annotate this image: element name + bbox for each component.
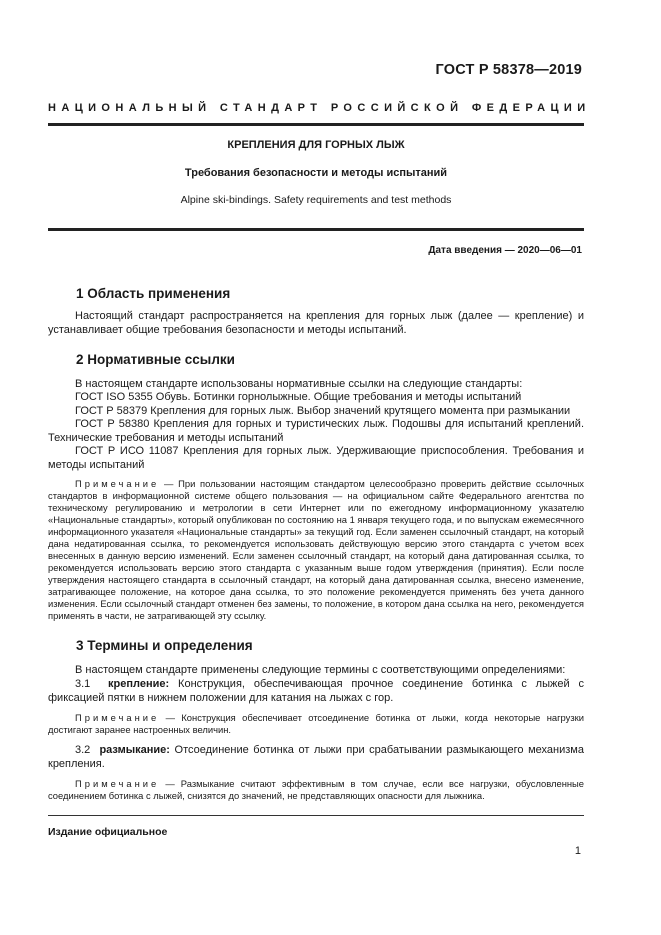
footer-divider [48,815,584,816]
reference-item [48,418,584,445]
scope-text: Настоящий стандарт распространяется на крепления для горных лыж (далее — крепление) и устанавливает общие требования безопасности и методы испытаний. [48,310,584,336]
term-note [48,712,584,736]
header-divider [48,123,584,126]
note-label: Примечание [75,712,160,723]
term-note [48,778,584,802]
title-divider [48,228,584,231]
note-label: Примечание [75,778,160,789]
terms-intro: В настоящем стандарте применены следующие термины с соответствующими определениями: [75,664,566,676]
section-heading-terms: 3 Термины и определения [76,638,253,653]
standard-title: КРЕПЛЕНИЯ ДЛЯ ГОРНЫХ ЛЫЖ [227,139,405,151]
term-number: 3.2 [75,744,91,756]
document-code: ГОСТ Р 58378—2019 [435,62,582,78]
term-name: размыкание: [99,744,170,756]
page-number: 1 [574,845,581,857]
term-definition [48,678,584,705]
reference-item: ГОСТ ISO 5355 Обувь. Ботинки горнолыжные. Общие требования и методы испытаний [75,391,522,403]
note-text: — При пользовании настоящим стандартом целесообразно проверить действие ссылочных стандартов в информационной системе общего пользования — на официальном сайте Федерального агентства по техническому регулированию и метрологии в сети Интернет или по ежегодному информационному указателю «Национальные стандарты», который опубликован по состоянию на 1 января текущего года, и по выпускам ежемесячного информационного указателя «Национальные стандарты» за текущий год. Если заменен ссылочный стандарт, на который дана недатированная ссылка, то рекомендуется использовать действующую версию этого стандарта с учетом всех внесенных в данную версию изменений. Если заменен ссылочный стандарт, на который дана датированная ссылка, то рекомендуется использовать версию этого стандарта с указанным выше годом утверждения (принятия). Если после утверждения настоящего стандарта в ссылочный стандарт, на который дана датированная ссылка, внесено изменение, затрагивающее положение, на которое дана ссылка, то это положение рекомендуется применять без учета данного изменения. Если ссылочный стандарт отменен без замены, то положение, в котором дана ссылка на него, рекомендуется применять в части, не затрагивающей эту ссылку. [48,478,584,621]
term-name: крепление: [108,678,170,690]
note-label: Примечание [75,478,160,489]
section-heading-scope: 1 Область применения [76,286,231,301]
national-standard-heading: НАЦИОНАЛЬНЫЙ СТАНДАРТ РОССИЙСКОЙ ФЕДЕРАЦИИ [48,102,591,114]
reference-item: ГОСТ Р 58379 Крепления для горных лыж. Выбор значений крутящего момента при размыкании [75,405,571,417]
introduction-date: Дата введения — 2020—06—01 [428,245,582,256]
section-heading-normative-refs: 2 Нормативные ссылки [76,352,235,367]
official-edition-label: Издание официальное [48,826,168,838]
reference-item-text: ГОСТ Р ИСО 11087 Крепления для горных лыж. Удерживающие приспособления. Требования и методы испытаний [48,445,584,471]
term-text: Конструкция, обеспечивающая прочное соединение ботинка с лыжей с фиксацией пятки в нижнем положении для катания на лыжах с гор. [48,678,584,704]
term-definition [48,744,584,771]
term-text: Отсоединение ботинка от лыжи при срабатывании размыкающего механизма крепления. [48,744,584,770]
note-text: — Конструкция обеспечивает отсоединение ботинка от лыжи, когда некоторые нагрузки достигают заранее настроенных величин. [48,712,584,735]
normative-refs-intro: В настоящем стандарте использованы нормативные ссылки на следующие стандарты: [75,378,523,390]
reference-item-text: ГОСТ Р 58380 Крепления для горных и туристических лыж. Подошвы для испытаний креплений. Технические требования и методы испытаний [48,418,584,444]
normative-refs-note [48,478,584,622]
section-text-scope [48,310,584,337]
english-title: Alpine ski-bindings. Safety requirements and test methods [180,194,452,206]
standard-subtitle: Требования безопасности и методы испытаний [184,167,448,179]
term-number: 3.1 [75,678,91,690]
reference-item [48,445,584,472]
note-text: — Размыкание считают эффективным в том случае, если все нагрузки, обусловленные соединением ботинка с лыжей, снизятся до значений, не представляющих опасности для лыжника. [48,778,584,801]
